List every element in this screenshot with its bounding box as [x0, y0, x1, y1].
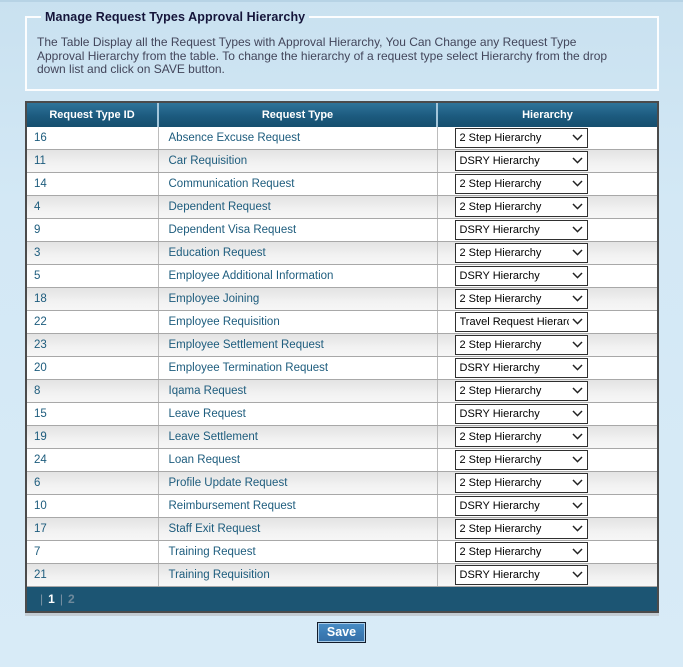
- hierarchy-select-wrap: [455, 128, 588, 148]
- hierarchy-select[interactable]: [455, 220, 588, 240]
- table-row: [27, 150, 657, 173]
- pager-page-1: 1: [48, 592, 55, 606]
- hierarchy-select-wrap: [455, 450, 588, 470]
- hierarchy-select[interactable]: [455, 404, 588, 424]
- hierarchy-select[interactable]: [455, 542, 588, 562]
- request-types-grid: [25, 101, 659, 614]
- hierarchy-cell: [437, 196, 657, 219]
- request-type-cell: Dependent Visa Request: [158, 219, 437, 242]
- page-title: Manage Request Types Approval Hierarchy: [45, 10, 306, 24]
- table-row: [27, 495, 657, 518]
- request-type-id-cell: 8: [27, 380, 158, 403]
- request-type-cell: Staff Exit Request: [158, 518, 437, 541]
- hierarchy-select-wrap: [455, 381, 588, 401]
- hierarchy-cell: [437, 495, 657, 518]
- table-row: [27, 196, 657, 219]
- request-type-cell: Loan Request: [158, 449, 437, 472]
- hierarchy-cell: [437, 242, 657, 265]
- request-type-id-cell: 4: [27, 196, 158, 219]
- hierarchy-cell: [437, 449, 657, 472]
- hierarchy-select[interactable]: [455, 266, 588, 286]
- hierarchy-select-wrap: [455, 542, 588, 562]
- hierarchy-select[interactable]: [455, 565, 588, 585]
- hierarchy-select-wrap: [455, 358, 588, 378]
- table-row: [27, 173, 657, 196]
- table-row: [27, 541, 657, 564]
- request-type-id-cell: 3: [27, 242, 158, 265]
- request-type-cell: Absence Excuse Request: [158, 127, 437, 150]
- hierarchy-select[interactable]: [455, 197, 588, 217]
- request-type-id-cell: 24: [27, 449, 158, 472]
- pager-separator: |: [59, 592, 63, 606]
- hierarchy-select-wrap: [455, 427, 588, 447]
- request-type-id-cell: 6: [27, 472, 158, 495]
- request-type-id-cell: 11: [27, 150, 158, 173]
- hierarchy-select-wrap: [455, 565, 588, 585]
- table-row: [27, 288, 657, 311]
- hierarchy-select-wrap: [455, 220, 588, 240]
- request-type-cell: Employee Settlement Request: [158, 334, 437, 357]
- hierarchy-cell: [437, 426, 657, 449]
- column-header-hierarchy: Hierarchy: [437, 103, 657, 127]
- hierarchy-cell: [437, 541, 657, 564]
- table-row: [27, 449, 657, 472]
- hierarchy-select[interactable]: [455, 427, 588, 447]
- hierarchy-select[interactable]: [455, 473, 588, 493]
- table-row: [27, 311, 657, 334]
- table-row: [27, 380, 657, 403]
- hierarchy-cell: [437, 564, 657, 587]
- page-fieldset: [25, 10, 659, 91]
- hierarchy-cell: [437, 357, 657, 380]
- hierarchy-select-wrap: [455, 289, 588, 309]
- request-type-cell: Communication Request: [158, 173, 437, 196]
- hierarchy-cell: [437, 265, 657, 288]
- request-type-id-cell: 5: [27, 265, 158, 288]
- hierarchy-cell: [437, 127, 657, 150]
- table-row: [27, 242, 657, 265]
- request-type-id-cell: 15: [27, 403, 158, 426]
- request-type-cell: Leave Settlement: [158, 426, 437, 449]
- request-types-table: [27, 103, 657, 588]
- hierarchy-select[interactable]: [455, 312, 588, 332]
- hierarchy-cell: [437, 288, 657, 311]
- hierarchy-select-wrap: [455, 473, 588, 493]
- request-type-id-cell: 20: [27, 357, 158, 380]
- hierarchy-select[interactable]: [455, 243, 588, 263]
- request-type-cell: Employee Joining: [158, 288, 437, 311]
- request-type-id-cell: 22: [27, 311, 158, 334]
- pager-page-2[interactable]: 2: [67, 592, 75, 606]
- hierarchy-select-wrap: [455, 151, 588, 171]
- request-type-id-cell: 19: [27, 426, 158, 449]
- table-header-row: [27, 103, 657, 127]
- table-row: [27, 334, 657, 357]
- hierarchy-select[interactable]: [455, 151, 588, 171]
- hierarchy-select-wrap: [455, 404, 588, 424]
- table-row: [27, 127, 657, 150]
- request-type-id-cell: 17: [27, 518, 158, 541]
- hierarchy-cell: [437, 518, 657, 541]
- hierarchy-cell: [437, 403, 657, 426]
- request-type-id-cell: 18: [27, 288, 158, 311]
- request-type-id-cell: 23: [27, 334, 158, 357]
- hierarchy-select[interactable]: [455, 174, 588, 194]
- column-header-request-type-id: Request Type ID: [27, 103, 158, 127]
- request-type-id-cell: 21: [27, 564, 158, 587]
- table-row: [27, 219, 657, 242]
- request-type-id-cell: 10: [27, 495, 158, 518]
- request-type-cell: Iqama Request: [158, 380, 437, 403]
- hierarchy-cell: [437, 380, 657, 403]
- hierarchy-select[interactable]: [455, 496, 588, 516]
- request-type-cell: Employee Requisition: [158, 311, 437, 334]
- hierarchy-select-wrap: [455, 243, 588, 263]
- hierarchy-select[interactable]: [455, 519, 588, 539]
- table-row: [27, 403, 657, 426]
- table-row: [27, 564, 657, 587]
- hierarchy-select-wrap: [455, 174, 588, 194]
- request-type-cell: Employee Termination Request: [158, 357, 437, 380]
- hierarchy-select-wrap: [455, 197, 588, 217]
- request-type-cell: Car Requisition: [158, 150, 437, 173]
- column-header-request-type: Request Type: [158, 103, 437, 127]
- request-types-table-body: [27, 127, 657, 587]
- hierarchy-select-wrap: [455, 312, 588, 332]
- hierarchy-select-wrap: [455, 335, 588, 355]
- table-row: [27, 472, 657, 495]
- hierarchy-cell: [437, 334, 657, 357]
- request-type-cell: Training Requisition: [158, 564, 437, 587]
- hierarchy-select[interactable]: [455, 128, 588, 148]
- request-type-id-cell: 9: [27, 219, 158, 242]
- hierarchy-cell: [437, 472, 657, 495]
- hierarchy-select-wrap: [455, 496, 588, 516]
- table-row: [27, 265, 657, 288]
- request-type-id-cell: 7: [27, 541, 158, 564]
- request-type-cell: Dependent Request: [158, 196, 437, 219]
- hierarchy-select-wrap: [455, 266, 588, 286]
- hierarchy-cell: [437, 219, 657, 242]
- request-type-cell: Training Request: [158, 541, 437, 564]
- request-type-cell: Education Request: [158, 242, 437, 265]
- request-type-cell: Leave Request: [158, 403, 437, 426]
- hierarchy-select[interactable]: [455, 335, 588, 355]
- request-type-id-cell: 14: [27, 173, 158, 196]
- hierarchy-select[interactable]: [455, 358, 588, 378]
- hierarchy-cell: [437, 311, 657, 334]
- page-description: The Table Display all the Request Types with Approval Hierarchy, You Can Change any Request Type Approval Hierarchy from the table. To change the hierarchy of a request type select Hierarchy from the drop down list and click on SAVE button.: [37, 35, 608, 76]
- pager-separator: |: [40, 592, 44, 606]
- request-type-cell: Reimbursement Request: [158, 495, 437, 518]
- pagination-bar: [27, 587, 657, 611]
- save-button[interactable]: Save: [317, 622, 366, 643]
- hierarchy-select[interactable]: [455, 450, 588, 470]
- hierarchy-cell: [437, 150, 657, 173]
- table-row: [27, 426, 657, 449]
- request-type-cell: Profile Update Request: [158, 472, 437, 495]
- request-type-cell: Employee Additional Information: [158, 265, 437, 288]
- table-row: [27, 518, 657, 541]
- hierarchy-cell: [437, 173, 657, 196]
- hierarchy-select[interactable]: [455, 381, 588, 401]
- table-row: [27, 357, 657, 380]
- request-type-id-cell: 16: [27, 127, 158, 150]
- hierarchy-select[interactable]: [455, 289, 588, 309]
- hierarchy-select-wrap: [455, 519, 588, 539]
